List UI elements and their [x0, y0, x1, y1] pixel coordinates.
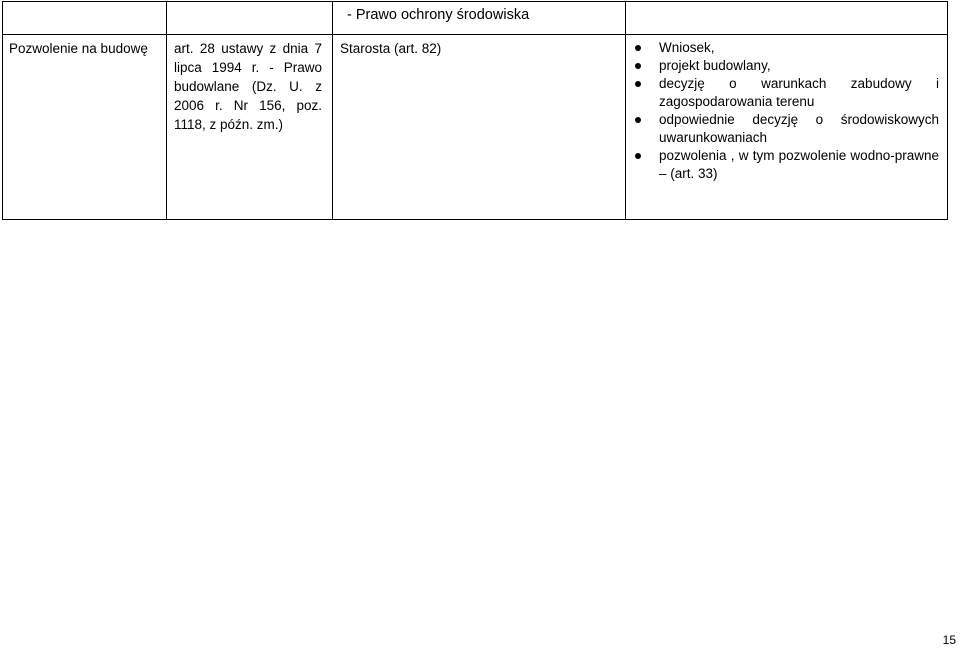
requirements-table [2, 1, 948, 220]
list-item: odpowiednie decyzję o środowiskowych uwarunkowaniach [659, 112, 939, 145]
page-number: 15 [942, 633, 956, 647]
list-item: decyzję o warunkach zabudowy i zagospodarowania terenu [659, 76, 939, 109]
list-item: projekt budowlany, [659, 57, 939, 75]
list-item: Wniosek, [659, 39, 939, 57]
header-cell-4 [626, 2, 948, 35]
issuing-authority: Starosta (art. 82) [340, 41, 442, 56]
table-header-row [3, 2, 948, 35]
required-documents-list [626, 35, 947, 183]
table-row [3, 35, 948, 220]
header-cell-1 [3, 2, 167, 35]
header-cell-3: - Prawo ochrony środowiska [333, 2, 626, 35]
header-cell-2 [167, 2, 333, 35]
list-item: pozwolenia , w tym pozwolenie wodno-prawne – (art. 33) [659, 148, 939, 181]
legal-basis: art. 28 ustawy z dnia 7 lipca 1994 r. - Prawo budowlane (Dz. U. z 2006 r. Nr 156, poz. 1118, z późn. zm.) [174, 41, 322, 132]
permit-name: Pozwolenie na budowę [9, 41, 148, 56]
